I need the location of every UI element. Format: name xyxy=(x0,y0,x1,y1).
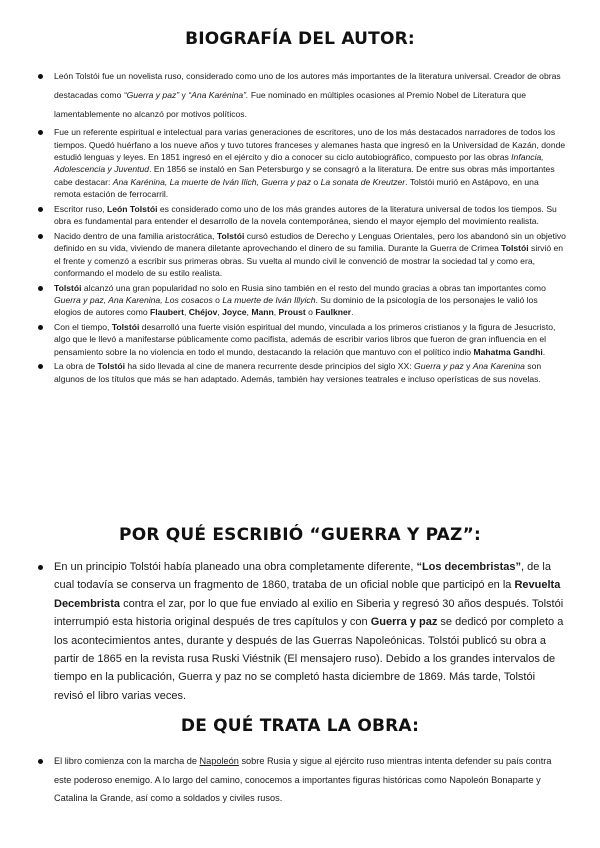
list-item: Nacido dentro de una familia aristocrática, Tolstói cursó estudios de Derecho y Lenguas Orientales, pero los abandonó sin un objetivo definido en su vida, viviendo de manera diletante aprovechando el dinero de su familia. Durante la Guerra de Crimea Tolstói sirvió en el frente y comenzó a escribir sus primeras obras. Su vuelta al mundo civil le convenció de mostrar la sociedad tal y como era, conformando el modelo de su estilo realista. xyxy=(36,230,566,280)
napoleon-link[interactable]: Napoleón xyxy=(199,756,239,766)
list-item: Escritor ruso, León Tolstói es considerado como uno de los más grandes autores de la literatura universal de todos los tiempos. Su obra es fundamental para entender el desarrollo de la novela contemporánea, siendo el mayor ejemplo del movimiento realista. xyxy=(36,203,566,228)
list-item: La obra de Tolstói ha sido llevada al cine de manera recurrente desde principios del siglo XX: Guerra y paz y Ana Karenina son algunos de los títulos que más se han adaptado. Además, también hay versiones teatrales e incluso operísticas de sus novelas. xyxy=(36,360,566,385)
list-item: Tolstói alcanzó una gran popularidad no solo en Rusia sino también en el resto del mundo gracias a obras tan importantes como Guerra y paz, Ana Karenina, Los cosacos o La muerte de Iván Illyich. Su dominio de la psicología de los personajes le valió los elogios de autores como Flaubert, Chéjov, Joyce, Mann, Proust o Faulkner. xyxy=(36,282,566,319)
plot-heading: DE QUÉ TRATA LA OBRA: xyxy=(180,716,420,736)
biography-heading: BIOGRAFÍA DEL AUTOR: xyxy=(185,29,415,49)
list-item: El libro comienza con la marcha de Napoleón sobre Rusia y sigue al ejército ruso mientras intenta defender su país contra este poderoso enemigo. A lo largo del camino, conocemos a importantes figuras históricas como Napoleón Bonaparte y Catalina la Grande, así como a soldados y civiles rusos. xyxy=(36,752,566,808)
list-item: En un principio Tolstói había planeado una obra completamente diferente, “Los decembristas”, de la cual todavía se conserva un fragmento de 1860, trataba de un oficial noble que participó en la Revuelta Decembrista contra el zar, por lo que fue enviado al exilio en Siberia y regresó 30 años después. Tolstói interrumpió esta historia original después de tres capítulos y con Guerra y paz se dedicó por completo a los acontecimientos antes, durante y después de las Guerras Napoleónicas. Tolstói publicó su obra a partir de 1865 en la revista rusa Ruski Viéstnik (El mensajero ruso). Debido a los grandes intervalos de tiempo en la publicación, Guerra y paz no se completó hasta diciembre de 1869. Más tarde, Tolstói revisó el libro varias veces. xyxy=(36,558,566,705)
biography-list xyxy=(36,67,566,387)
why-written-list xyxy=(36,558,566,705)
list-item: Con el tiempo, Tolstói desarrolló una fuerte visión espiritual del mundo, vinculada a los primeros cristianos y la figura de Jesucristo, algo que le llevó a manifestarse públicamente como pacifista, además de escribir varios libros que fueron de gran influencia en el pensamiento sobre la no violencia en todo el mundo, destacando la relación que mantuvo con el político indio Mahatma Gandhi. xyxy=(36,321,566,358)
why-written-heading: POR QUÉ ESCRIBIÓ “GUERRA Y PAZ”: xyxy=(119,525,481,545)
list-item: Fue un referente espiritual e intelectual para varias generaciones de escritores, uno de los más destacados narradores de todos los tiempos. Quedó huérfano a los nueve años y tuvo tutores franceses y alemanes hasta que ingresó en la Universidad de Kazán, donde estudió lenguas y leyes. En 1851 ingresó en el ejército y dio a conocer su ciclo autobiográfico, compuesto por las obras Infancia, Adolescencia y Juventud. En 1856 se instaló en San Petersburgo y se consagró a la literatura. De entre sus obras más importantes cabe destacar: Ana Karénina, La muerte de Iván Ilich, Guerra y paz o La sonata de Kreutzer. Tolstói murió en Astápovo, en una remota estación de ferrocarril. xyxy=(36,126,566,200)
list-item: León Tolstói fue un novelista ruso, considerado como uno de los autores más importantes de la literatura universal. Creador de obras destacadas como “Guerra y paz” y “Ana Karénina”. Fue nominado en múltiples ocasiones al Premio Nobel de Literatura que lamentablemente no alcanzó por motivos políticos. xyxy=(36,67,566,124)
plot-list xyxy=(36,752,566,808)
